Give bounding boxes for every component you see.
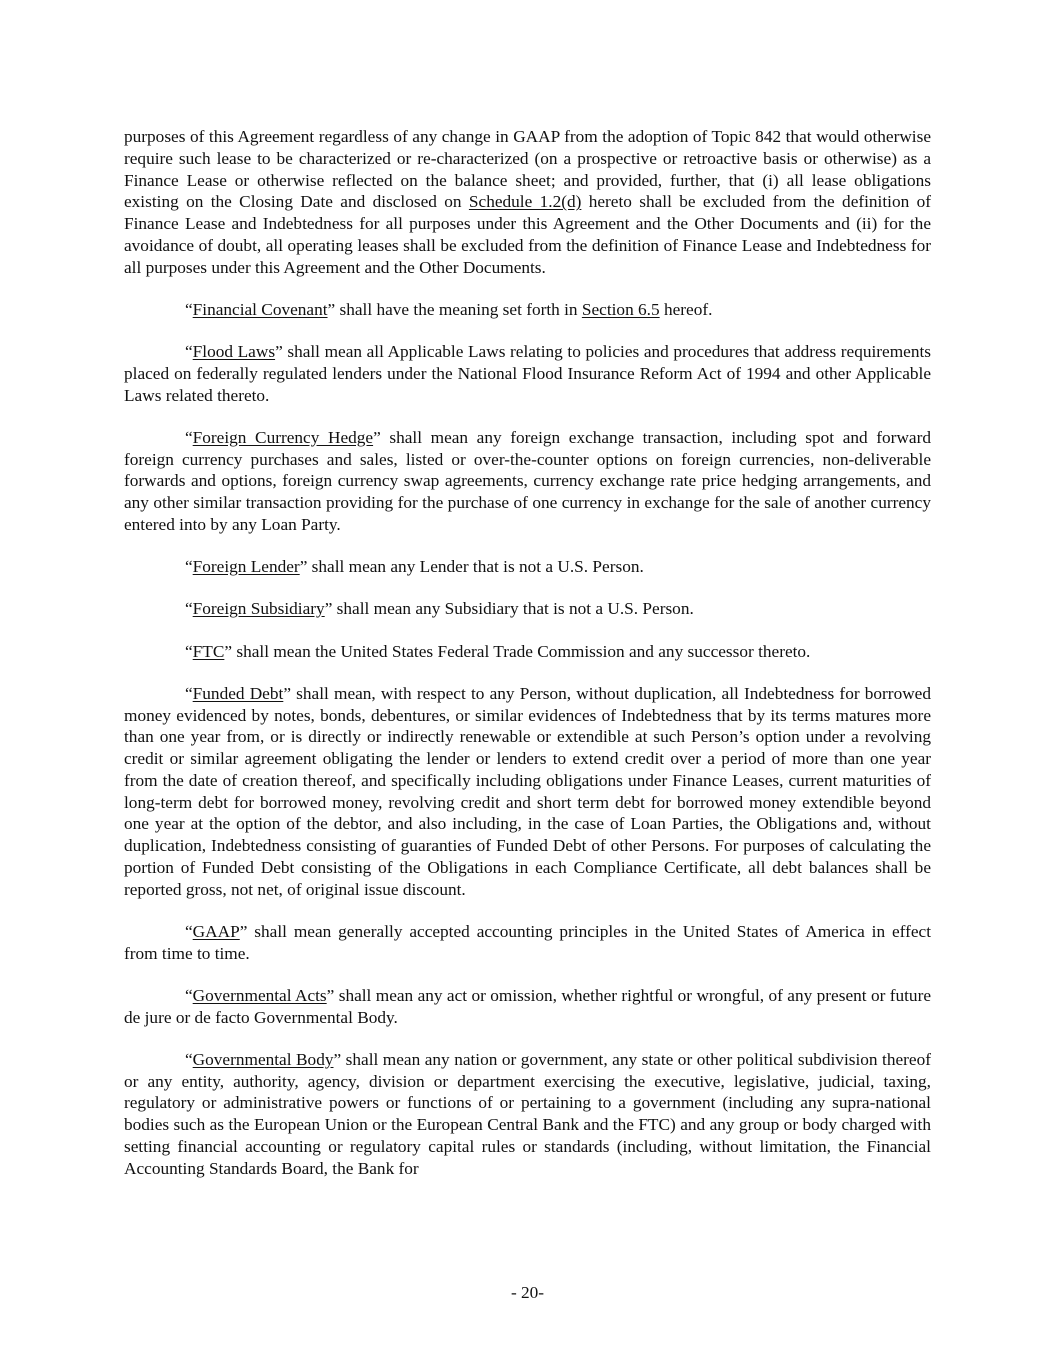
paragraph-text: ” shall mean any act or omission, whether rightful or wrongful, of any present or future de jure or de facto Governmental Body. — [124, 985, 932, 1027]
paragraph-text: “ — [185, 299, 193, 319]
definition-foreign-subsidiary — [124, 598, 931, 620]
paragraph-text: purposes of this Agreement regardless of any change in GAAP from the adoption of Topic 842 that would otherwise require such lease to be characterized or re-characterized (on a prospective or retroactive basis or otherwise) as a Finance Lease or otherwise reflected on the balance sheet; and provided, further, that (i) all lease obligations existing on the Closing Date and disclosed on — [124, 127, 931, 212]
paragraph-text: ” shall mean, with respect to any Person, without duplication, all Indebtedness for borrowed money evidenced by notes, bonds, debentures, or similar evidences of Indebtedness that by its terms matures more than one year from, or is directly or indirectly renewable or extendible at such Person’s option under a revolving credit or similar agreement obligating the lender or lenders to extend credit over a period of more than one year from the date of creation thereof, and specifically including obligations under Finance Leases, current maturities of long-term debt for borrowed money, revolving credit and short term debt for borrowed money extendible beyond one year at the option of the debtor, and also including, in the case of Loan Parties, the Obligations and, without duplication, Indebtedness consisting of guaranties of Funded Debt of other Persons. For purposes of calculating the portion of Funded Debt consisting of the Obligations in each Compliance Certificate, all debt balances shall be reported gross, not net, of original issue discount. — [124, 683, 931, 899]
definition-flood-laws — [124, 341, 931, 406]
defined-term: Governmental Acts — [192, 985, 327, 1005]
definition-financial-covenant — [124, 299, 931, 321]
paragraph-text: “ — [185, 342, 193, 361]
definition-governmental-body — [124, 1049, 931, 1180]
paragraph-text: “ — [185, 985, 193, 1005]
paragraph-text: ” shall mean all Applicable Laws relating to policies and procedures that address requirements placed on federally regulated lenders under the National Flood Insurance Reform Act of 1994 and other Applicable Laws related thereto. — [124, 342, 931, 405]
definition-foreign-lender — [124, 556, 931, 578]
definition-foreign-currency-hedge — [124, 427, 931, 536]
definition-governmental-acts — [124, 985, 931, 1029]
paragraph-text: “ — [185, 599, 193, 619]
defined-term: Foreign Subsidiary — [192, 599, 325, 619]
defined-term: Schedule 1.2(d) — [468, 192, 582, 212]
paragraph-text: ” shall mean any nation or government, any state or other political subdivision thereof or any entity, authority, agency, division or department exercising the executive, legislative, judicial, taxing, regulatory or administrative powers or functions of or pertaining to a government (including any supra-national bodies such as the European Union or the European Central Bank and the FTC) and any group or body charged with setting financial accounting or regulatory capital rules or standards (including, without limitation, the Financial Accounting Standards Board, the Bank for — [124, 1049, 931, 1178]
defined-term: Financial Covenant — [192, 299, 328, 319]
defined-term: Section 6.5 — [581, 299, 660, 319]
paragraph-text: “ — [185, 683, 193, 703]
defined-term: Flood Laws — [192, 342, 276, 361]
paragraph-text: hereof. — [659, 299, 713, 319]
paragraph-text: ” shall have the meaning set forth in — [327, 299, 582, 319]
defined-term: FTC — [192, 641, 225, 661]
paragraph-text: ” shall mean generally accepted accounting principles in the United States of America in effect from time to time. — [124, 921, 931, 963]
definition-ftc — [124, 641, 931, 663]
definition-gaap — [124, 921, 931, 965]
page-number: - 20- — [510, 1283, 545, 1302]
definition-funded-debt — [124, 683, 931, 901]
defined-term: GAAP — [192, 921, 240, 941]
paragraph-text: ” shall mean the United States Federal Trade Commission and any successor thereto. — [224, 641, 811, 661]
paragraph-text: “ — [185, 557, 193, 576]
defined-term: Governmental Body — [192, 1049, 334, 1069]
paragraph-text: ” shall mean any Subsidiary that is not a U.S. Person. — [324, 599, 694, 619]
paragraph-text: “ — [185, 641, 193, 661]
defined-term: Funded Debt — [192, 683, 284, 703]
paragraph-text: ” shall mean any foreign exchange transaction, including spot and forward foreign currency purchases and sales, listed or over-the-counter options on foreign currencies, non-deliverable forwards and options, foreign currency swap agreements, currency exchange rate price hedging arrangements, and any other similar transaction providing for the purchase of one currency in exchange for the sale of another currency entered into by any Loan Party. — [124, 427, 931, 534]
paragraph-text: “ — [185, 427, 193, 447]
paragraph-text: hereto shall be excluded from the definition of Finance Lease and Indebtedness for all purposes under this Agreement and the Other Documents and (ii) for the avoidance of doubt, all operating leases shall be excluded from the definition of Finance Lease and Indebtedness for all purposes under this Agreement and the Other Documents. — [124, 192, 931, 277]
document-page — [124, 126, 931, 1200]
paragraph-text: “ — [185, 921, 193, 941]
paragraph-finance-lease-continued — [124, 126, 931, 278]
defined-term: Foreign Currency Hedge — [192, 427, 374, 447]
paragraph-text: “ — [185, 1049, 193, 1069]
defined-term: Foreign Lender — [192, 557, 300, 576]
paragraph-text: ” shall mean any Lender that is not a U.S. Person. — [299, 557, 644, 576]
